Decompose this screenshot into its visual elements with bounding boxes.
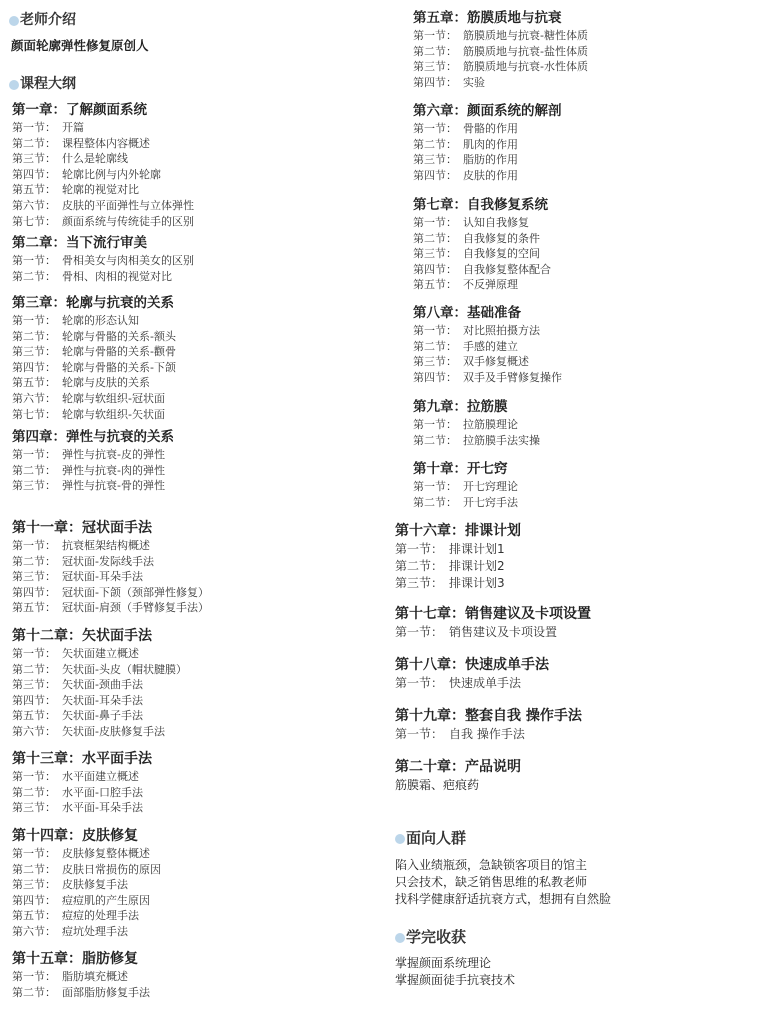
chapter-block: [413, 102, 562, 183]
lesson-item: 第一节： 销售建议及卡项设置: [395, 625, 558, 639]
chapter-block: [413, 196, 551, 293]
lesson-item: 第一节： 弹性与抗衰-皮的弹性: [12, 448, 165, 461]
lesson-item: 第三节： 皮肤修复手法: [12, 878, 128, 892]
chapter-title: 第十四章：皮肤修复: [12, 828, 138, 844]
chapter-title: 第八章：基础准备: [413, 305, 521, 321]
lesson-item: 第一节： 开七窍理论: [413, 480, 518, 493]
chapter-block: [413, 304, 562, 385]
lesson-item: 第六节： 皮肤的平面弹性与立体弹性: [12, 198, 194, 212]
lesson-item: 第五节： 不反弹原理: [413, 278, 518, 292]
chapter-title: 第五章：筋膜质地与抗衰: [413, 10, 562, 26]
lesson-item: 第五节： 痘痘的处理手法: [12, 909, 139, 923]
lesson-item: 第六节： 轮廓与软组织-冠状面: [12, 391, 165, 405]
chapter-title: 第十三章：水平面手法: [12, 751, 152, 767]
lesson-item: 第一节： 拉筋膜理论: [413, 418, 518, 431]
lesson-item: 第二节： 拉筋膜手法实操: [413, 433, 540, 447]
lesson-item: 第一节： 排课计划1: [395, 542, 505, 556]
chapter-block: [12, 950, 150, 1000]
lesson-item: 第三节： 矢状面-颈曲手法: [12, 678, 143, 692]
chapter-title: 第十七章：销售建议及卡项设置: [395, 606, 591, 622]
lesson-item: 第四节： 实验: [413, 75, 485, 89]
lesson-item: 第二节： 轮廓与骨骼的关系-额头: [12, 329, 176, 343]
lesson-item: 第一节： 轮廓的形态认知: [12, 314, 139, 327]
lesson-item: 第三节： 冠状面-耳朵手法: [12, 570, 143, 584]
lesson-item: 第二节： 筋膜质地与抗衰-盐性体质: [413, 44, 588, 58]
lesson-item: 第三节： 排课计划3: [395, 576, 505, 590]
lesson-item: 第三节： 自我修复的空间: [413, 247, 540, 261]
teacher-subtitle: 颜面轮廓弹性修复原创人: [11, 38, 149, 53]
lesson-item: 第一节： 开篇: [12, 121, 84, 134]
chapter-block: [413, 398, 540, 448]
lesson-item: 第一节： 骨骼的作用: [413, 122, 518, 135]
lesson-item: 第二节： 弹性与抗衰-肉的弹性: [12, 463, 165, 477]
lesson-item: 第四节： 痘痘肌的产生原因: [12, 893, 150, 907]
chapter-title: 第十八章：快速成单手法: [395, 657, 549, 673]
lesson-item: 第三节： 脂肪的作用: [413, 153, 518, 167]
audience-heading: 面向人群: [398, 829, 611, 847]
lesson-item: 第四节： 矢状面-耳朵手法: [12, 693, 143, 707]
lesson-item: 第一节： 水平面建立概述: [12, 770, 139, 783]
chapter-title: 第四章：弹性与抗衰的关系: [12, 429, 174, 445]
lesson-item: 第四节： 轮廓比例与内外轮廓: [12, 167, 161, 181]
lesson-item: 第三节： 什么是轮廓线: [12, 152, 128, 166]
lesson-item: 第二节： 骨相、肉相的视觉对比: [12, 269, 172, 283]
chapter-title: 第十九章：整套自我 操作手法: [395, 708, 582, 724]
chapter-block: [395, 656, 549, 692]
lesson-item: 第二节： 肌肉的作用: [413, 137, 518, 151]
chapter-block: [12, 294, 176, 422]
chapter-title: 第二十章：产品说明: [395, 759, 521, 775]
chapter-title: 第一章：了解颜面系统: [12, 102, 147, 118]
chapter-block: [395, 605, 591, 641]
lesson-item: 第一节： 脂肪填充概述: [12, 970, 128, 983]
outline-heading: 课程大纲: [12, 75, 76, 93]
outline-heading-wrap: [12, 75, 76, 93]
lesson-item: 第五节： 轮廓的视觉对比: [12, 183, 139, 197]
lesson-item: 第二节： 矢状面-头皮（帽状腱膜）: [12, 662, 187, 676]
chapter-title: 第三章：轮廓与抗衰的关系: [12, 295, 174, 311]
lesson-item: 第一节： 快速成单手法: [395, 676, 522, 690]
lesson-item: 第五节： 冠状面-肩颈（手臂修复手法）: [12, 601, 209, 615]
chapter-block: [12, 519, 209, 616]
lesson-item: 第四节： 双手及手臂修复操作: [413, 370, 562, 384]
lesson-item: 第二节： 课程整体内容概述: [12, 136, 150, 150]
lesson-item: 第三节： 筋膜质地与抗衰-水性体质: [413, 60, 588, 74]
lesson-item: 第一节： 骨相美女与肉相美女的区别: [12, 254, 194, 267]
lesson-item: 第一节： 矢状面建立概述: [12, 647, 139, 660]
lesson-item: 第四节： 皮肤的作用: [413, 168, 518, 182]
lesson-item: 第五节： 轮廓与皮肤的关系: [12, 376, 150, 390]
chapter-block: [12, 101, 194, 229]
chapter-title: 第二章：当下流行审美: [12, 235, 147, 251]
lesson-item: 第六节： 矢状面-皮肤修复手法: [12, 724, 165, 738]
lesson-item: 第六节： 痘坑处理手法: [12, 924, 128, 938]
lesson-item: 第二节： 自我修复的条件: [413, 231, 540, 245]
lesson-item: 第三节： 弹性与抗衰-骨的弹性: [12, 479, 165, 493]
lesson-item: 第三节： 轮廓与骨骼的关系-颧骨: [12, 345, 176, 359]
lesson-item: 第一节： 自我 操作手法: [395, 727, 525, 741]
lesson-item: 第四节： 轮廓与骨骼的关系-下颌: [12, 360, 176, 374]
lesson-item: 第四节： 冠状面-下颌（颈部弹性修复）: [12, 585, 209, 599]
lesson-item: 第二节： 皮肤日常损伤的原因: [12, 862, 161, 876]
lesson-item: 第二节： 冠状面-发际线手法: [12, 554, 154, 568]
lesson-item: 第一节： 抗衰框架结构概述: [12, 539, 150, 552]
audience-section: [395, 829, 612, 908]
gains-item: 掌握颜面徒手抗衰技术: [395, 973, 516, 987]
chapter-title: 第六章：颜面系统的解剖: [413, 103, 562, 119]
lesson-item: 第七节： 颜面系统与传统徒手的区别: [12, 214, 194, 228]
lesson-item: 第一节： 对比照拍摄方法: [413, 324, 540, 337]
teacher-heading: 老师介绍: [12, 11, 149, 29]
gains-section: [395, 928, 516, 989]
audience-item: 只会技术，缺乏销售思维的私教老师: [395, 875, 588, 889]
chapter-title: 第十六章：排课计划: [395, 523, 521, 539]
chapter-title: 第十章：开七窍: [413, 461, 508, 477]
product-item: 筋膜霜、疤痕药: [395, 778, 480, 792]
chapter-block: [12, 627, 187, 740]
chapter-title: 第十一章：冠状面手法: [12, 520, 152, 536]
audience-item: 找科学健康舒适抗衰方式，想拥有自然脸: [395, 892, 612, 906]
chapter-title: 第七章：自我修复系统: [413, 197, 548, 213]
lesson-item: 第二节： 面部脂肪修复手法: [12, 985, 150, 999]
gains-heading: 学完收获: [398, 928, 515, 946]
lesson-item: 第四节： 自我修复整体配合: [413, 262, 551, 276]
chapter-block: [413, 460, 518, 510]
lesson-item: 第三节： 双手修复概述: [413, 355, 529, 369]
chapter-block: [12, 234, 194, 284]
lesson-item: 第五节： 矢状面-鼻子手法: [12, 709, 143, 723]
chapter-block: [413, 9, 588, 90]
chapter-block: [395, 707, 582, 743]
lesson-item: 第二节： 手感的建立: [413, 339, 518, 353]
chapter-block: [395, 522, 521, 592]
lesson-item: 第一节： 筋膜质地与抗衰-糖性体质: [413, 29, 588, 42]
audience-item: 陷入业绩瓶颈，急缺锁客项目的馆主: [395, 858, 588, 872]
teacher-section: [12, 11, 149, 55]
chapter-block: [12, 827, 161, 940]
lesson-item: 第二节： 开七窍手法: [413, 495, 518, 509]
lesson-item: 第二节： 排课计划2: [395, 559, 505, 573]
lesson-item: 第一节： 皮肤修复整体概述: [12, 847, 150, 860]
lesson-item: 第一节： 认知自我修复: [413, 216, 529, 229]
chapter-title: 第九章：拉筋膜: [413, 399, 508, 415]
lesson-item: 第二节： 水平面-口腔手法: [12, 785, 143, 799]
chapter-title: 第十二章：矢状面手法: [12, 628, 152, 644]
chapter-block: [12, 428, 174, 494]
chapter-block: [395, 758, 521, 794]
lesson-item: 第三节： 水平面-耳朵手法: [12, 801, 143, 815]
lesson-item: 第七节： 轮廓与软组织-矢状面: [12, 407, 165, 421]
chapter-block: [12, 750, 152, 816]
gains-item: 掌握颜面系统理论: [395, 956, 492, 970]
chapter-title: 第十五章：脂肪修复: [12, 951, 138, 967]
